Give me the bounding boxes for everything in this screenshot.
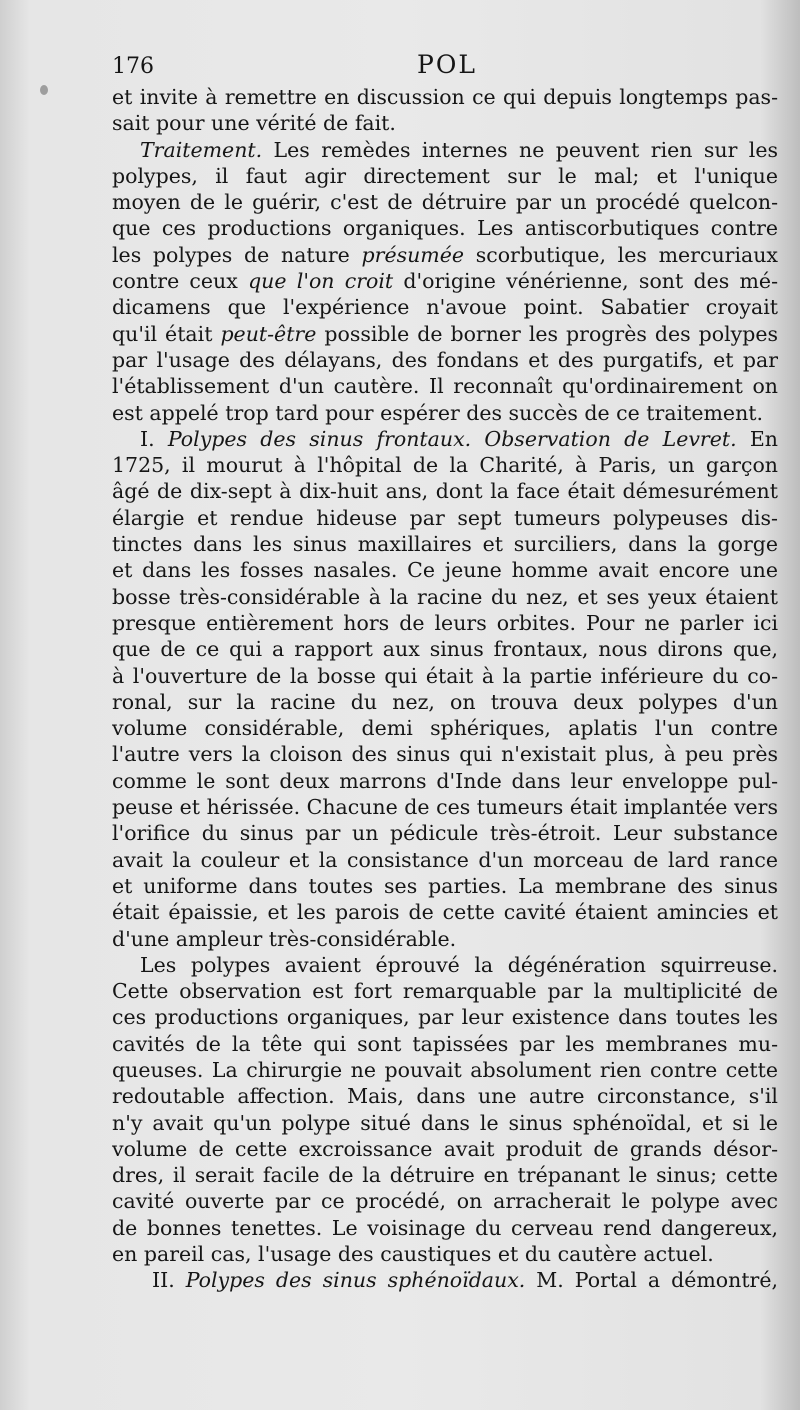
text-run: volume de cette excroissance avait produit de grands désor- xyxy=(112,1136,778,1161)
text-line xyxy=(112,1057,778,1083)
text-line xyxy=(112,1083,778,1109)
italic-text: présumée xyxy=(361,242,464,267)
text-run: de bonnes tenettes. Le voisinage du cerveau rend dangereux, xyxy=(112,1215,778,1240)
text-run: II. xyxy=(152,1268,186,1293)
text-run: l'autre vers la cloison des sinus qui n'existait plus, à peu près xyxy=(112,742,778,767)
text-line xyxy=(112,1241,778,1267)
text-line xyxy=(112,636,778,662)
text-run: que ces productions organiques. Les antiscorbutiques contre xyxy=(112,216,778,241)
text-line xyxy=(112,215,778,241)
text-run: par l'usage des délayans, des fondans et des purgatifs, et par xyxy=(112,347,778,372)
text-line xyxy=(112,1215,778,1241)
page-number: 176 xyxy=(112,54,154,79)
text-line xyxy=(112,1031,778,1057)
text-line xyxy=(112,268,778,294)
text-line xyxy=(112,952,778,978)
text-line xyxy=(112,1188,778,1214)
text-run: était épaissie, et les parois de cette cavité étaient amincies et xyxy=(112,900,778,925)
text-run: bosse très-considérable à la racine du nez, et ses yeux étaient xyxy=(112,584,778,609)
text-run: est appelé trop tard pour espérer des succès de ce traitement. xyxy=(112,400,764,425)
text-run: âgé de dix-sept à dix-huit ans, dont la face était démesurément xyxy=(112,479,778,504)
text-run: scorbutique, les mercuriaux xyxy=(464,242,778,267)
text-run: l'établissement d'un cautère. Il reconnaît qu'ordinairement on xyxy=(112,374,778,399)
text-run: d'une ampleur très-considérable. xyxy=(112,926,457,951)
text-run: que de ce qui a rapport aux sinus frontaux, nous dirons que, xyxy=(112,637,778,662)
body-text xyxy=(112,84,778,1294)
text-line xyxy=(112,294,778,320)
text-run: contre ceux xyxy=(112,269,249,294)
text-line xyxy=(112,741,778,767)
text-run: en pareil cas, l'usage des caustiques et du cautère actuel. xyxy=(112,1242,714,1267)
text-line xyxy=(112,663,778,689)
text-line xyxy=(112,137,778,163)
text-line xyxy=(112,1004,778,1030)
text-run: l'orifice du sinus par un pédicule très-étroit. Leur substance xyxy=(112,821,778,846)
text-line xyxy=(112,978,778,1004)
text-line xyxy=(112,820,778,846)
text-run: ronal, sur la racine du nez, on trouva deux polypes d'un xyxy=(112,689,778,714)
text-run: ces productions organiques, par leur existence dans toutes les xyxy=(112,1005,778,1030)
text-run: élargie et rendue hideuse par sept tumeurs polypeuses dis- xyxy=(112,505,778,530)
text-line xyxy=(112,873,778,899)
text-line xyxy=(112,400,778,426)
text-run: d'origine vénérienne, sont des mé- xyxy=(393,269,778,294)
text-line xyxy=(112,899,778,925)
text-run: comme le sont deux marrons d'Inde dans leur enveloppe pul- xyxy=(112,768,778,793)
text-line xyxy=(112,426,778,452)
text-line xyxy=(112,1162,778,1188)
text-run: qu'il était xyxy=(112,321,221,346)
text-run: tinctes dans les sinus maxillaires et surciliers, dans la gorge xyxy=(112,532,778,557)
text-run: presque entièrement hors de leurs orbites. Pour ne parler ici xyxy=(112,610,778,635)
text-run: n'y avait qu'un polype situé dans le sinus sphénoïdal, et si le xyxy=(112,1110,778,1135)
text-line xyxy=(112,321,778,347)
ink-stain xyxy=(40,85,48,95)
text-line xyxy=(112,557,778,583)
text-line xyxy=(112,1267,778,1293)
text-run: M. Portal a démontré, xyxy=(525,1268,778,1293)
text-run: Cette observation est fort remarquable par la multiplicité de xyxy=(112,979,778,1004)
text-line xyxy=(112,1136,778,1162)
text-run: peuse et hérissée. Chacune de ces tumeurs était implantée vers xyxy=(112,795,778,820)
text-line xyxy=(112,189,778,215)
text-run: Les polypes avaient éprouvé la dégénération squirreuse. xyxy=(140,952,778,977)
text-line xyxy=(112,478,778,504)
text-run: et dans les fosses nasales. Ce jeune homme avait encore une xyxy=(112,558,778,583)
text-run: queuses. La chirurgie ne pouvait absolument rien contre cette xyxy=(112,1057,778,1082)
text-line xyxy=(112,452,778,478)
text-line xyxy=(112,110,778,136)
text-line xyxy=(112,610,778,636)
text-run: polypes, il faut agir directement sur le mal; et l'unique xyxy=(112,163,778,188)
text-line xyxy=(112,531,778,557)
text-line xyxy=(112,794,778,820)
text-line xyxy=(112,1110,778,1136)
text-run: moyen de le guérir, c'est de détruire par un procédé quelcon- xyxy=(112,190,778,215)
text-run: les polypes de nature xyxy=(112,242,362,267)
text-run: à l'ouverture de la bosse qui était à la partie inférieure du co- xyxy=(112,663,778,688)
text-run: avait la couleur et la consistance d'un morceau de lard rance xyxy=(112,847,778,872)
text-run: 1725, il mourut à l'hôpital de la Charité, à Paris, un garçon xyxy=(112,453,778,478)
running-title: POL xyxy=(417,50,477,79)
text-line xyxy=(112,505,778,531)
text-run: et uniforme dans toutes ses parties. La membrane des sinus xyxy=(112,873,778,898)
text-run: dicamens que l'expérience n'avoue point. Sabatier croyait xyxy=(112,295,778,320)
text-line xyxy=(112,242,778,268)
text-run: possible de borner les progrès des polypes xyxy=(316,321,778,346)
text-line xyxy=(112,768,778,794)
text-run: Les remèdes internes ne peuvent rien sur les xyxy=(262,137,778,162)
text-run: volume considérable, demi sphériques, aplatis l'un contre xyxy=(112,716,778,741)
text-line xyxy=(112,926,778,952)
text-run: cavités de la tête qui sont tapissées par les membranes mu- xyxy=(112,1031,778,1056)
text-line xyxy=(112,715,778,741)
text-run: I. xyxy=(140,426,168,451)
text-line xyxy=(112,373,778,399)
text-run: redoutable affection. Mais, dans une autre circonstance, s'il xyxy=(112,1084,778,1109)
text-line xyxy=(112,689,778,715)
italic-text: Polypes des sinus sphénoïdaux. xyxy=(185,1268,526,1293)
text-run: cavité ouverte par ce procédé, on arracherait le polype avec xyxy=(112,1189,778,1214)
text-line xyxy=(112,84,778,110)
italic-text: peut-être xyxy=(220,321,317,346)
text-run: sait pour une vérité de fait. xyxy=(112,111,396,136)
text-run: dres, il serait facile de la détruire en trépanant le sinus; cette xyxy=(112,1163,778,1188)
text-line xyxy=(112,847,778,873)
text-run: En xyxy=(736,426,778,451)
running-head xyxy=(112,50,782,82)
text-line xyxy=(112,584,778,610)
text-line xyxy=(112,347,778,373)
text-line xyxy=(112,163,778,189)
italic-text: Polypes des sinus frontaux. Observation de Levret. xyxy=(167,426,737,451)
italic-text: que l'on croit xyxy=(248,269,394,294)
text-run: et invite à remettre en discussion ce qui depuis longtemps pas- xyxy=(112,85,778,109)
italic-text: Traitement. xyxy=(140,137,263,162)
